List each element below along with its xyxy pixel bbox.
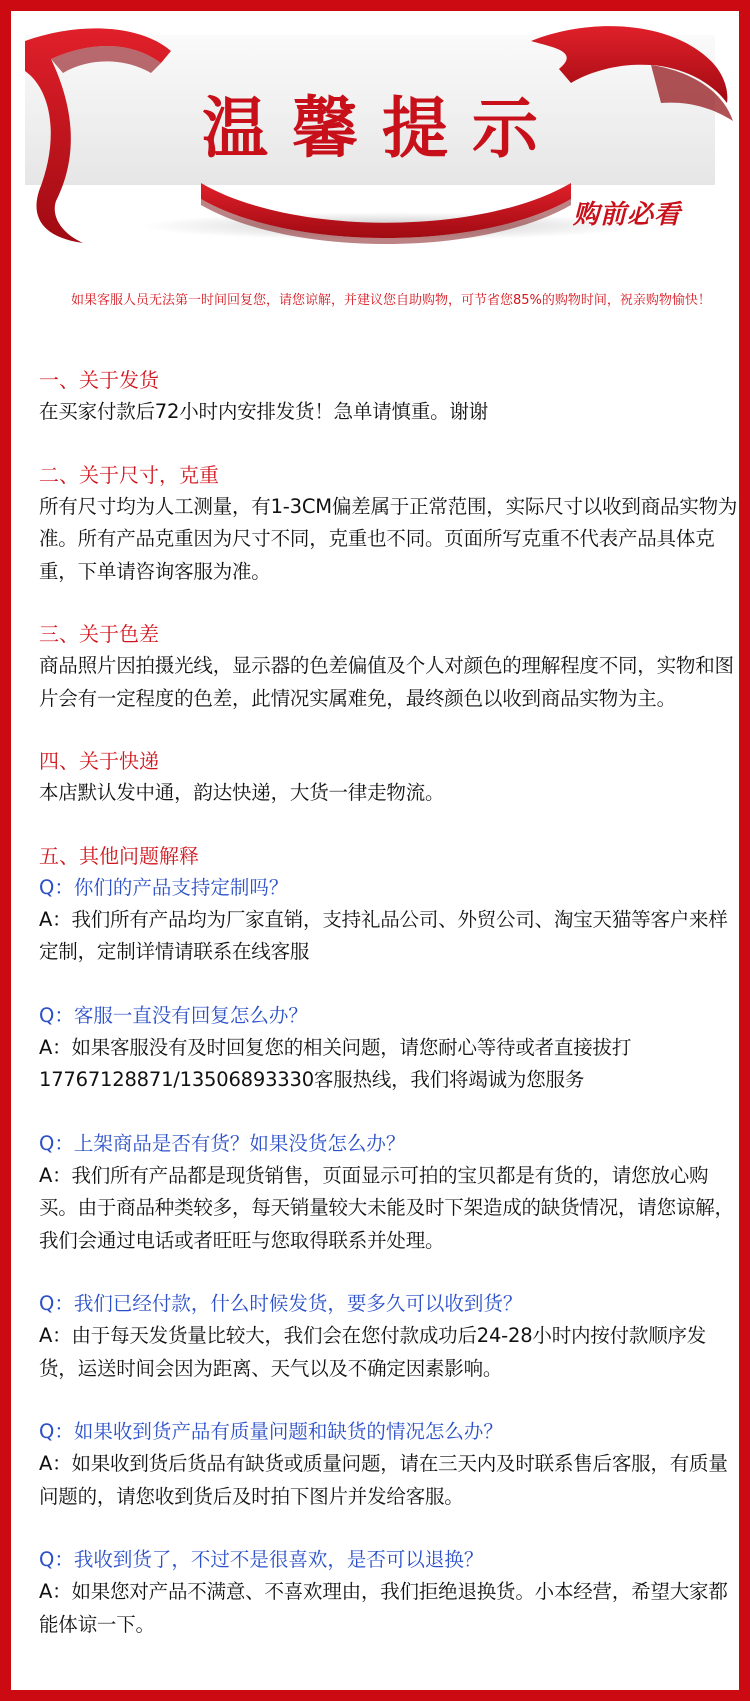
intro-notice: 如果客服人员无法第一时间回复您，请您谅解，并建议您自助购物，可节省您85%的购物时间，祝亲购物愉快！: [71, 293, 711, 308]
section-color-difference: [39, 619, 739, 715]
banner-subtitle: 购前必看: [573, 200, 682, 230]
banner: [11, 11, 739, 261]
faq-question: Q：客服一直没有回复怎么办？: [39, 1003, 308, 1027]
section-text: 在买家付款后72小时内安排发货！急单请慎重。谢谢: [39, 400, 489, 423]
section-size-weight: [39, 460, 739, 589]
section-faq: [39, 841, 739, 1642]
faq-answer: A：我们所有产品都是现货销售，页面显示可拍的宝贝都是有货的，请您放心购买。由于商品种类较多，每天销量较大未能及时下架造成的缺货情况，请您谅解，我们会通过电话或者旺旺与您取得联系并处理。: [39, 1163, 734, 1252]
section-text: 商品照片因拍摄光线，显示器的色差偏值及个人对颜色的理解程度不同，实物和图片会有一定程度的色差，此情况实属难免，最终颜色以收到商品实物为主。: [39, 654, 734, 710]
section-courier: [39, 746, 739, 810]
faq-question: Q：我收到货了，不过不是很喜欢，是否可以退换？: [39, 1548, 484, 1571]
faq-item: [39, 1544, 739, 1641]
faq-question: Q：我们已经付款，什么时候发货，要多久可以收到货？: [39, 1292, 523, 1315]
faq-item: [39, 1000, 739, 1097]
faq-question: Q：上架商品是否有货？如果没货怎么办？: [39, 1131, 406, 1155]
faq-item: [39, 1288, 739, 1385]
faq-answer: A：我们所有产品均为厂家直销，支持礼品公司、外贸公司、淘宝天猫等客户来样定制，定制详情请联系在线客服: [39, 907, 728, 963]
faq-item: [39, 872, 739, 969]
section-heading: 二、关于尺寸，克重: [39, 462, 219, 487]
faq-answer: A：由于每天发货量比较大，我们会在您付款成功后24-28小时内按付款顺序发货，运送时间会因为距离、天气以及不确定因素影响。: [39, 1324, 707, 1380]
faq-answer: A：如果客服没有及时回复您的相关问题，请您耐心等待或者直接拔打17767128871/13506893330客服热线，我们将竭诚为您服务: [39, 1035, 632, 1091]
notice-content: [39, 365, 739, 1641]
section-shipping: [39, 365, 739, 429]
faq-answer: A：如果收到货后货品有缺货或质量问题，请在三天内及时联系售后客服，有质量问题的，请您收到货后及时拍下图片并发给客服。: [39, 1452, 728, 1508]
faq-item: [39, 1128, 739, 1258]
section-text: 所有尺寸均为人工测量，有1-3CM偏差属于正常范围，实际尺寸以收到商品实物为准。所有产品克重因为尺寸不同，克重也不同。页面所写克重不代表产品具体克重，下单请咨询客服为准。: [39, 494, 738, 583]
section-heading: 五、其他问题解释: [39, 843, 199, 868]
section-text: 本店默认发中通，韵达快递，大货一律走物流。: [39, 781, 445, 804]
section-heading: 四、关于快递: [39, 749, 159, 773]
faq-question: Q：你们的产品支持定制吗？: [39, 875, 289, 899]
section-heading: 一、关于发货: [39, 368, 159, 392]
faq-answer: A：如果您对产品不满意、不喜欢理由，我们拒绝退换货。小本经营，希望大家都能体谅一下。: [39, 1580, 728, 1636]
section-heading: 三、关于色差: [39, 622, 159, 646]
faq-question: Q：如果收到货产品有质量问题和缺货的情况怎么办？: [39, 1420, 503, 1443]
banner-title: 温馨提示: [202, 90, 562, 167]
faq-item: [39, 1416, 739, 1513]
